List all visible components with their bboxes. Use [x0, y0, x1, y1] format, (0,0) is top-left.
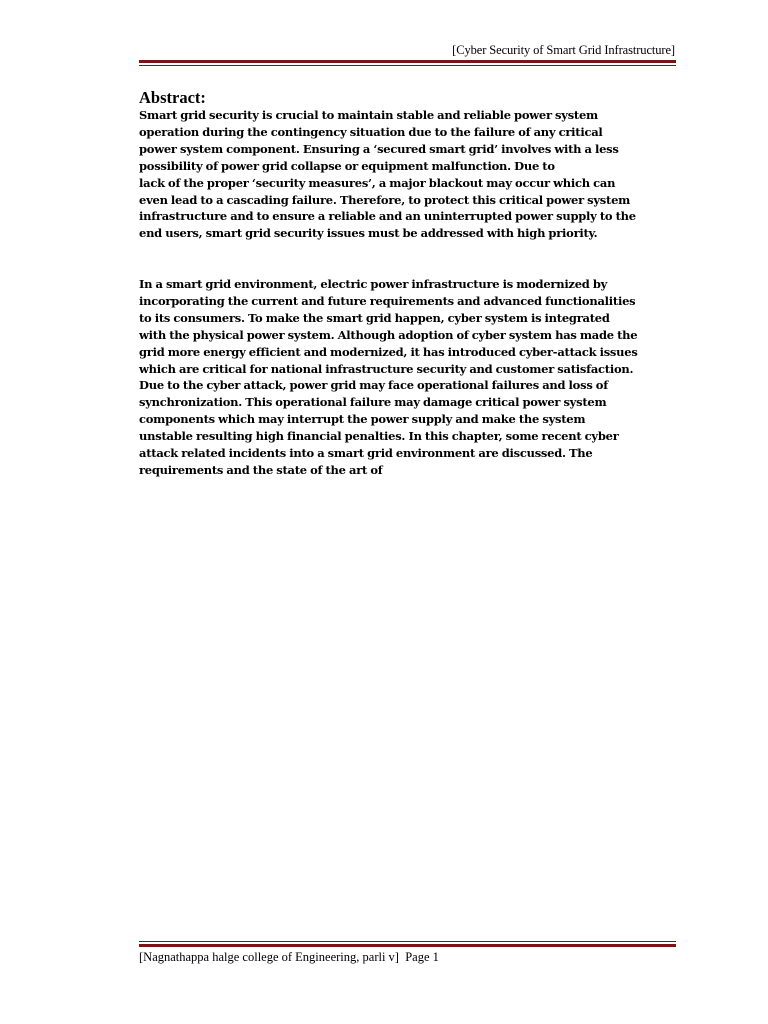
abstract-paragraph-2 — [139, 276, 679, 479]
paragraph-line: possibility of power grid collapse or equipment malfunction. Due to — [139, 158, 555, 173]
paragraph-line: unstable resulting high financial penalties. In this chapter, some recent cyber — [139, 429, 619, 444]
paragraph-line: incorporating the current and future requirements and advanced functionalities — [139, 293, 636, 308]
paragraph-line: even lead to a cascading failure. Therefore, to protect this critical power system — [139, 192, 631, 207]
paragraph-line: components which may interrupt the power supply and make the system — [139, 412, 586, 427]
paragraph-line: Due to the cyber attack, power grid may face operational failures and loss of — [139, 378, 608, 393]
abstract-heading: Abstract: — [139, 88, 206, 107]
paragraph-line: In a smart grid environment, electric power infrastructure is modernized by — [139, 277, 608, 291]
paragraph-line: power system component. Ensuring a ‘secured smart grid’ involves with a less — [139, 141, 619, 156]
paragraph-line: grid more energy efficient and modernized, it has introduced cyber-attack issues — [139, 344, 638, 359]
paragraph-line: lack of the proper ‘security measures’, a major blackout may occur which can — [139, 175, 616, 190]
paragraph-line: synchronization. This operational failure may damage critical power system — [139, 395, 607, 410]
running-header: [Cyber Security of Smart Grid Infrastructure] — [452, 43, 675, 57]
paragraph-line: to its consumers. To make the smart grid happen, cyber system is integrated — [139, 310, 610, 325]
paragraph-line: which are critical for national infrastructure security and customer satisfaction. — [139, 361, 634, 376]
header-rule-thick — [139, 60, 676, 63]
abstract-paragraph-1 — [139, 107, 679, 242]
footer-rule-thick — [139, 944, 676, 947]
paragraph-line: Smart grid security is crucial to maintain stable and reliable power system — [139, 108, 598, 122]
paragraph-line: attack related incidents into a smart grid environment are discussed. The — [139, 446, 593, 461]
paragraph-line: end users, smart grid security issues must be addressed with high priority. — [139, 226, 598, 241]
paragraph-line: requirements and the state of the art of — [139, 462, 383, 477]
paragraph-line: with the physical power system. Although adoption of cyber system has made the — [139, 327, 638, 342]
running-footer: [Nagnathappa halge college of Engineering, parli v] Page 1 — [139, 950, 439, 964]
header-rule-thin — [139, 65, 676, 66]
paragraph-line: operation during the contingency situation due to the failure of any critical — [139, 124, 603, 139]
footer-rule-thin — [139, 941, 676, 942]
paragraph-line: infrastructure and to ensure a reliable and an uninterrupted power supply to the — [139, 209, 636, 224]
